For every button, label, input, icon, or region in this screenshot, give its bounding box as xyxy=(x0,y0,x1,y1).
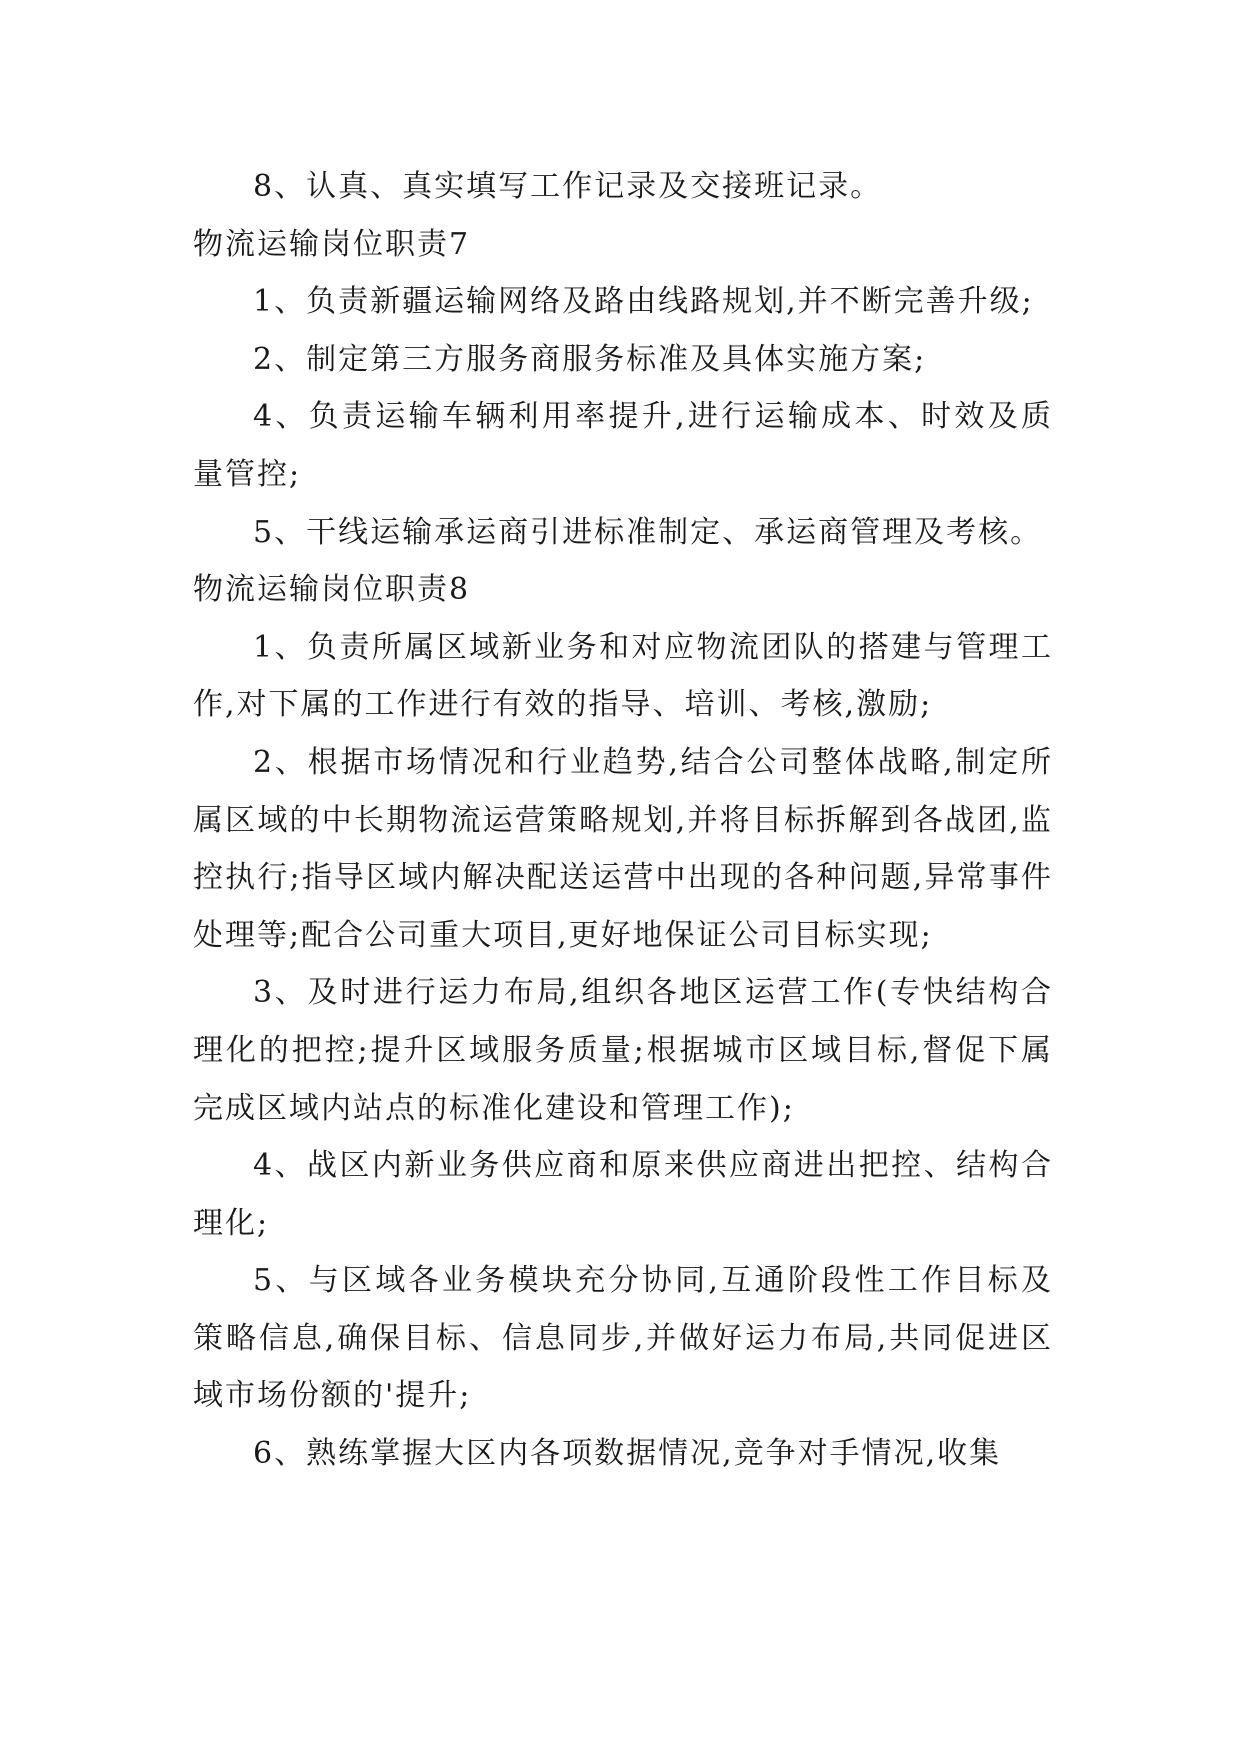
paragraph-item-1-network: 1、负责新疆运输网络及路由线路规划,并不断完善升级; xyxy=(253,284,1034,320)
paragraph-item-2-standards: 2、制定第三方服务商服务标准及具体实施方案; xyxy=(253,341,927,377)
document-body xyxy=(193,158,1053,1483)
paragraph-item-4-utilization: 4、负责运输车辆利用率提升,进行运输成本、时效及质量管控; xyxy=(193,399,1053,492)
paragraph-item-4-suppliers: 4、战区内新业务供应商和原来供应商进出把控、结构合理化; xyxy=(193,1148,1053,1241)
paragraph-item-1-team: 1、负责所属区域新业务和对应物流团队的搭建与管理工作,对下属的工作进行有效的指导、培训、考核,激励; xyxy=(193,629,1053,723)
section-heading-duty-8: 物流运输岗位职责8 xyxy=(193,572,471,608)
paragraph-item-3-capacity: 3、及时进行运力布局,组织各地区运营工作(专快结构合理化的把控;提升区域服务质量;根据城市区域目标,督促下属完成区域内站点的标准化建设和管理工作); xyxy=(193,975,1053,1126)
paragraph-item-2-strategy: 2、根据市场情况和行业趋势,结合公司整体战略,制定所属区域的中长期物流运营策略规划,并将目标拆解到各战团,监控执行;指导区域内解决配送运营中出现的各种问题,异常事件处理等;配合公司重大项目,更好地保证公司目标实现; xyxy=(193,744,1053,953)
paragraph-item-5-collaboration: 5、与区域各业务模块充分协同,互通阶段性工作目标及策略信息,确保目标、信息同步,并做好运力布局,共同促进区域市场份额的'提升; xyxy=(193,1263,1053,1414)
paragraph-item-5-carriers: 5、干线运输承运商引进标准制定、承运商管理及考核。 xyxy=(253,514,1043,550)
section-heading-duty-7: 物流运输岗位职责7 xyxy=(193,226,471,262)
paragraph-item-6-data: 6、熟练掌握大区内各项数据情况,竞争对手情况,收集 xyxy=(253,1436,1002,1472)
paragraph-item-8-records: 8、认真、真实填写工作记录及交接班记录。 xyxy=(253,169,883,204)
